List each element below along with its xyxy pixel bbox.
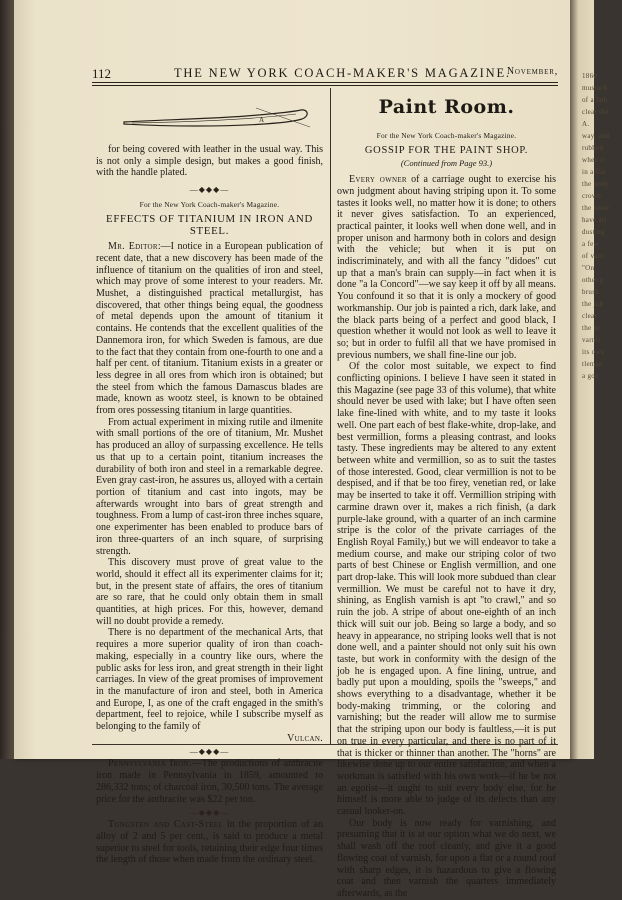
next-page-fragment: way, and (582, 132, 610, 140)
next-page-fragment: dusting (582, 228, 605, 236)
next-page-fragment: "On (582, 264, 595, 272)
next-page-fragment: its own (582, 348, 605, 356)
titanium-paragraph-3: This discovery must prove of great value to the world, should it effect all its experimenter claims for it; but, in the present state of affairs, the ores of titanium are so rare, that he could only obtain them in small quantities, at high prices. For this, however, demand will no doubt provide a remedy. (96, 557, 323, 627)
gossip-paragraph-3: Our body is now ready for varnishing, and presuming that it is at our option what we do next, we shall wash off the roof cleanly, and give it a good flowing coat of varnish, for upon a flat or a round roof with sharp edges, it is hazardous to give a flowing coat and then varnish the quarters immediately afterwards, as the (337, 817, 556, 899)
next-page-fragment: crown (582, 192, 601, 200)
next-page-fragment: the latter (582, 204, 610, 212)
next-page-fragment: of varn (582, 252, 605, 260)
left-column (96, 86, 323, 866)
pennsylvania-lead: Pennsylvania Iron. (108, 758, 192, 770)
titanium-paragraph-2: From actual experiment in mixing rutile and ilmenite with small portions of the ore of titanium, Mr. Mushet has produced an alloy of surpassing excellence. He tells us that up to a certain point, titanium increases the durability of both iron and steel in a remarkable degree. Even gray cast-iron, he assures us, alloyed with a certain portion of titanium and cast into ingots, may be afterwards wrought into bars of great strength and toughness. From a lump of cast-iron three inches square, one experimenter has been enabled to produce bars of iron three-quarters of an inch square, of surprising strength. (96, 416, 323, 557)
titanium-paragraph-4: There is no department of the mechanical Arts, that requires a more superior quality of iron than coach-making, especially in a country like ours, where the public asks for less iron, and great strength in their light carriages. In view of the great promises of improvement in the manufacture of iron and steel, both in America and Europe, I, as one of the craft engaged in the smith's department, feel to rejoice, while I subscribe myself as belonging to the family of (96, 627, 323, 733)
salutation: Mr. Editor (108, 241, 158, 253)
next-page-edge (570, 0, 610, 759)
next-page-fragment: have all (582, 216, 607, 224)
next-page-fragment: the job (582, 300, 604, 308)
pennsylvania-paragraph (96, 758, 323, 805)
next-page-fragment: A. (582, 120, 590, 128)
next-page-fragment: tleman (582, 360, 603, 368)
running-header (92, 66, 558, 80)
page-number: 112 (92, 66, 112, 81)
next-page-fragment: 1860 (582, 72, 598, 80)
next-page-fragment: clear the (582, 108, 609, 116)
next-page-fragment: brush. (582, 288, 602, 296)
ornament-2: —◆◆◆— (189, 747, 230, 757)
book-binding (0, 0, 14, 759)
next-page-fragment: the body (582, 180, 609, 188)
gossip-lead: Every owner (349, 174, 407, 186)
signature-text: Vulcan. (287, 732, 323, 744)
next-page-fragment: varnis (582, 336, 601, 344)
next-page-fragment: rubbed (582, 144, 604, 152)
gossip-paragraph-2: Of the color most suitable, we expect to find conflicting opinions. I believe I have seen it stated in this Magazine (see page 33 of this volume), that white should never be used with lake; but I have often seen lake fine-lined with white, and to my taste it looks well. One part each of best flake-white, drop-lake, and best vermillion, forms a pleasing contrast, and looks tasty. These ingredients may be altered to any extent between white and vermillion, so as to suit the tastes of those interested. Good, clear vermillion is not to be despised, and if that be too firey, venetian red, or lake may be inserted to take it off. Vermillion striping with carmine drawn over it, makes a rich finish, (a dark purple-lake ground, with a quarter of an inch carmine stripe is the color of the private carriages of the English Royal Family,) but we will endeavor to take a medium course, and make our striping color of two parts of best Chinese or English vermillion, and one part drop-lake. This will look more subdued than clear vermillion. We must be careful not to have it dry, shining, as English varnish is apt "to crawl," and so ruin the job. A stripe of about one-eighth of an inch thick will suit our job. Being so large a body, and so heavy in appearance, no striping looks well that is not done well, and a painter should not only suit his own taste, but work in conformity with the design of the job he is engaged upon. A fine lining, untrue, and badly put upon a moulding, spoils the "sweeps," and shows everything to a disadvantage, whether it be body-making trimming, or the coloring and varnishing; but the reader will allow me to surmise that the striping upon our body is faultless,—it is put on true in every particular, and there is no part of it that is thicker or thinner than another. The "horns" are likewise done up to our entire satisfaction, and when a workman is satisfied with his own work—if he be not an egotist—it ought to suit every body else, for he himself is more able to judge of its defects than any casual looker-on. (337, 361, 556, 818)
gossip-title: GOSSIP FOR THE PAINT SHOP. (364, 144, 529, 156)
next-page-fragment: a goo (582, 372, 599, 380)
titanium-credit: For the New York Coach-maker's Magazine. (139, 200, 280, 210)
next-page-fragment: of a lath (582, 96, 608, 104)
gossip-paragraph-1-text: of a carriage ought to exercise his own judgment about having striping upon it. To some tastes it looks well, no matter how it is done; to others it never gives satisfaction. To an experienced, practical painter, it looks well when done well, and in proper unison and harmony both in colors and design with the vehicle; but when it is put on indiscriminately, and with all the fancy "didoes" cut up that a man's brain can supply—in fact when it is done "a la Concord"—we say keep it off by all means. You confound it so that it is only a mockery of good workmanship. Our job is painted a rich, dark lake, and the black parts being of a perfect and good black, I question whether it would not look as well to leave it so; but in order to fulfil all that we have promised in previous numbers, we shall fine-line our job. (337, 174, 556, 361)
gossip-credit: For the New York Coach-maker's Magazine. (376, 131, 517, 140)
column-divider (330, 88, 331, 744)
section-ornament: —◆◆◆— (189, 185, 230, 195)
header-rule (92, 82, 558, 83)
paint-room-heading: Paint Room. (378, 96, 515, 118)
issue-month: November, (506, 66, 558, 77)
titanium-paragraph-1 (96, 241, 323, 417)
next-page-fragment: other p (582, 276, 604, 284)
next-page-text (582, 70, 622, 382)
right-column (337, 90, 556, 900)
tungsten-paragraph (96, 819, 323, 866)
next-page-fragment: a few (582, 240, 599, 248)
titanium-title: EFFECTS OF TITANIUM IN IRON AND STEEL. (106, 212, 313, 237)
continued-note: (Continued from Page 93.) (400, 158, 493, 169)
gossip-paragraph-1 (337, 174, 556, 361)
next-page-fragment: the bo (582, 324, 602, 332)
figure-label: A (259, 116, 265, 124)
ornament-3: —◆◆◆— (189, 808, 230, 818)
next-page-fragment: clear (582, 312, 598, 320)
tungsten-lead: Tungsten and Cast-Steel (108, 819, 223, 831)
next-page-fragment: mustach (582, 84, 608, 92)
next-page-fragment: when it (582, 156, 605, 164)
pennsylvania-text: —The productions of anthracite iron made in Pennsylvania in 1859, amounted to 286,332 tons; of charcoal iron, 30,500 tons. The average price for the anthracite was $22 per ton. (96, 758, 323, 805)
intro-paragraph: for being covered with leather in the usual way. This is not only a simple design, but makes a good finish, with the handle plated. (96, 144, 323, 179)
titanium-paragraph-1-text: :—I notice in a European publication of recent date, that a new discovery has been made of the influence of titanium on the qualities of iron and steel, which may prove of some interest to your readers. Mr. Mushet, a distinguished practical metallurgist, has discovered, that other things being equal, the goodness of metal depends upon the amount of titanium it contains. He contends that the excellent qualities of the Dannemora iron, for which Sweden is famous, are due to the fact that they contain from one-fourth to one and a half per cent. of titanium. Titanium exists in a greater or less degree in all ores from which iron is obtained; but the steel from which the famous Damascus blades are made, known as wootz steel, is known to be obtained from ores possessing titanium in large quantities. (96, 241, 323, 417)
handle-illustration (96, 86, 323, 146)
magazine-title: THE NEW YORK COACH-MAKER'S MAGAZINE. (174, 66, 511, 80)
signature (96, 733, 323, 745)
handle-figure (96, 86, 323, 146)
tungsten-text: in the proportion of an alloy of 2 and 5 per cent., is said to produce a metal superior to steel for tools, retaining their edge four times the length of those when made from the ordinary steel. (96, 819, 323, 866)
next-page-fragment: in a flat (582, 168, 607, 176)
